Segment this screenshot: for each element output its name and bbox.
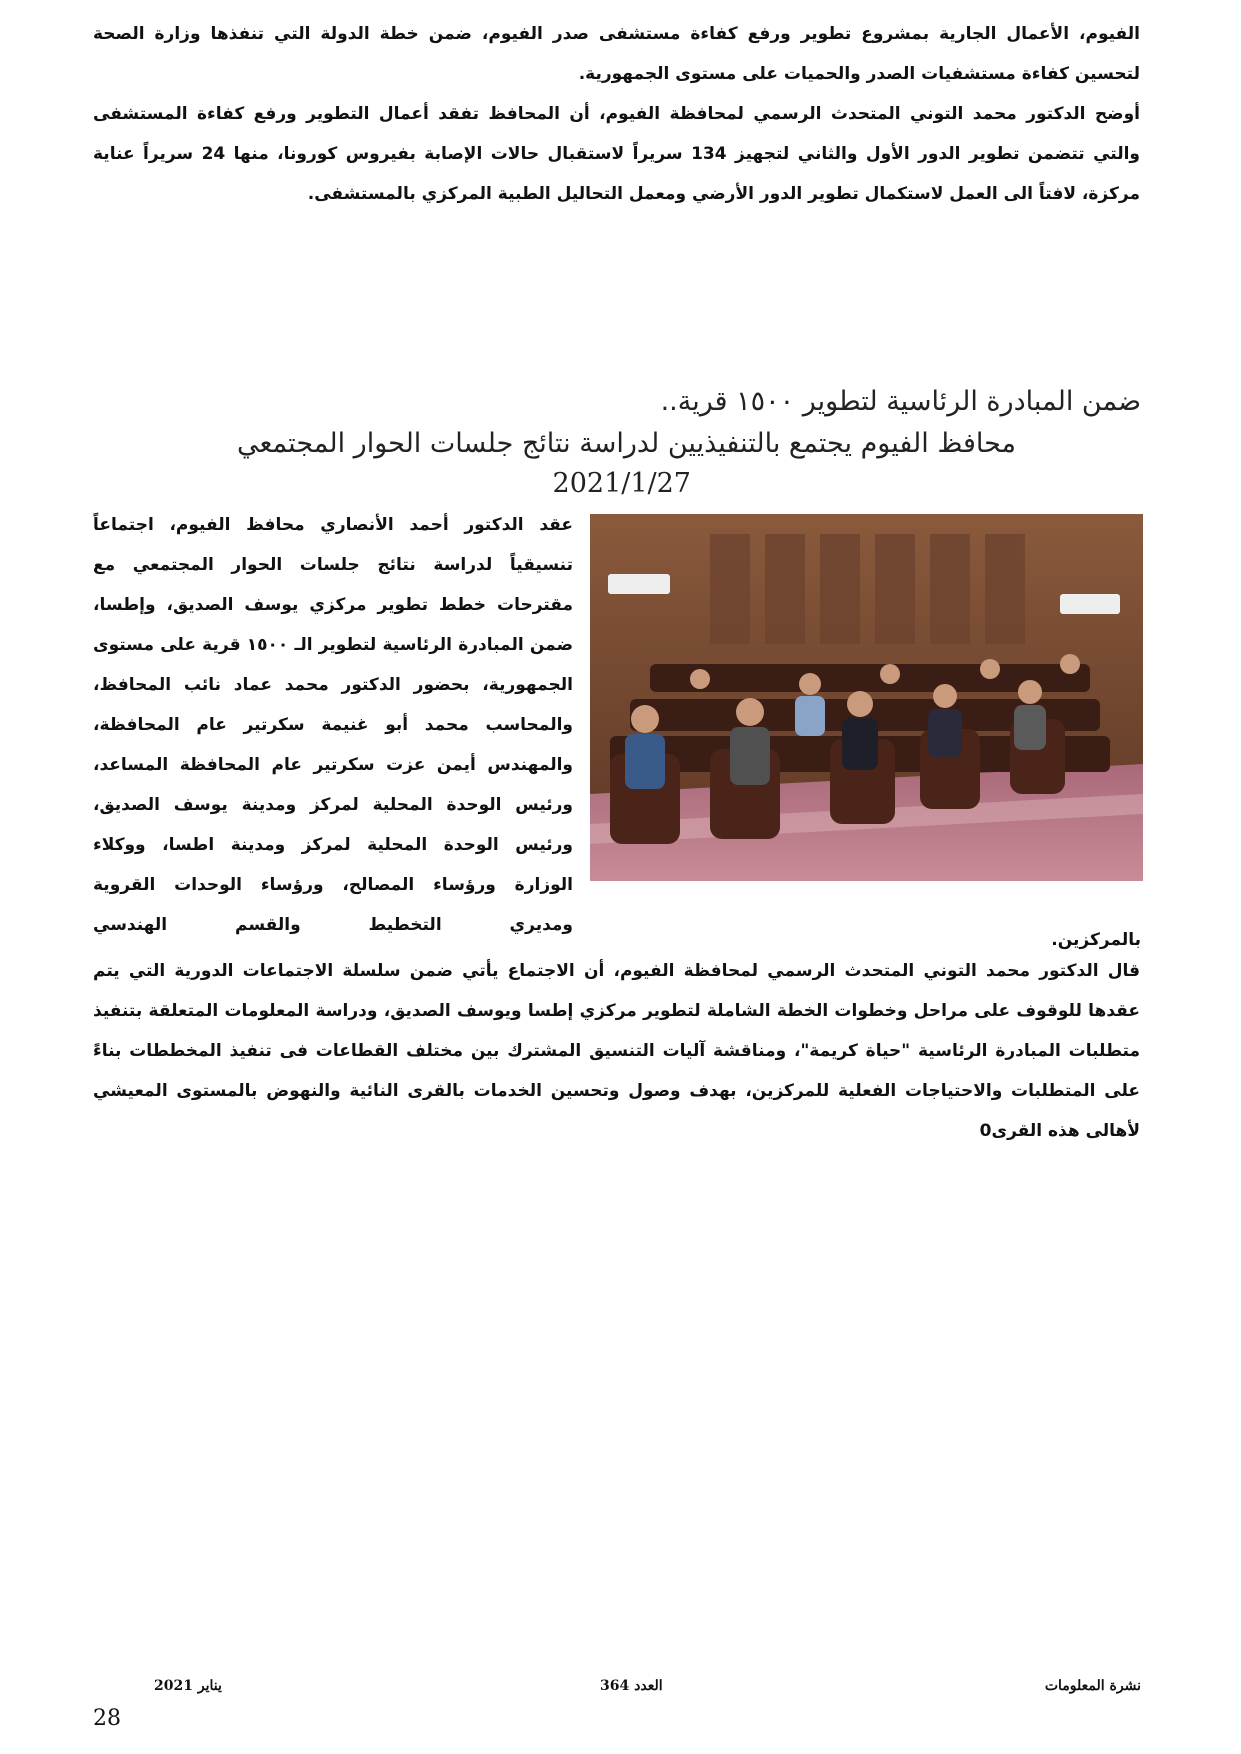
article-date: 2021/1/27 [552,468,691,499]
photo-side-text: عقد الدكتور أحمد الأنصاري محافظ الفيوم، اجتماعاً تنسيقياً لدراسة نتائج جلسات الحوار المجتمعي مع مقترحات خطط تطوير مركزي يوسف الصديق، وإطسا، ضمن المبادرة الرئاسية لتطوير الـ ١٥٠٠ قرية على مستوى الجمهورية، بحضور الدكتور محمد عماد نائب المحافظ، والمحاسب محمد أبو غنيمة سكرتير عام المحافظة، والمهندس أيمن عزت سكرتير عام المحافظة المساعد، ورئيس الوحدة المحلية لمركز ومدينة يوسف الصديق، ورئيس الوحدة المحلية لمركز ومدينة اطسا، ووكلاء الوزارة ورؤساء المصالح، ورؤساء الوحدات القروية ومديري التخطيط والقسم الهندسي [93,515,573,935]
page-number: 28 [93,1706,121,1731]
top-paragraph-2: أوضح الدكتور محمد التوني المتحدث الرسمي لمحافظة الفيوم، أن المحافظ تفقد أعمال التطوير ورفع كفاءة المستشفى والتي تتضمن تطوير الدور الأول والثاني لتجهيز 134 سريراً لاستقبال حالات الإصابة بفيروس كورونا، منها 24 سريراً عناية مركزة، لافتاً الى العمل لاستكمال تطوير الدور الأرضي ومعمل التحاليل الطبية المركزي بالمستشفى. [93,104,1140,204]
bottom-paragraph: قال الدكتور محمد التوني المتحدث الرسمي لمحافظة الفيوم، أن الاجتماع يأتي ضمن سلسلة الاجتماعات الدورية التي يتم عقدها للوقوف على مراحل وخطوات الخطة الشاملة لتطوير مركزي إطسا ويوسف الصديق، ودراسة المعلومات المتعلقة بتنفيذ متطلبات المبادرة الرئاسية "حياة كريمة"، ومناقشة آليات التنسيق المشترك بين مختلف القطاعات فى تنفيذ المخططات بناءً على المتطلبات والاحتياجات الفعلية للمركزين، بهدف وصول وتحسين الخدمات بالقرى النائية والنهوض بالمستوى المعيشي لأهالى هذه القرى0 [93,961,1140,1141]
article-kicker: ضمن المبادرة الرئاسية لتطوير ١٥٠٠ قرية.. [660,386,1141,417]
footer-issue: العدد 364 [600,1678,663,1694]
footer-publication: نشرة المعلومات [1044,1678,1141,1694]
meeting-photo [590,514,1143,881]
top-paragraph-1: الفيوم، الأعمال الجارية بمشروع تطوير ورفع كفاءة مستشفى صدر الفيوم، ضمن خطة الدولة التي تنفذها وزارة الصحة لتحسين كفاءة مستشفيات الصدر والحميات على مستوى الجمهورية. [93,24,1140,84]
footer-date: يناير 2021 [154,1678,222,1694]
article-headline: محافظ الفيوم يجتمع بالتنفيذيين لدراسة نتائج جلسات الحوار المجتمعي [237,428,1016,459]
photo-side-text-end: بالمركزين. [1051,930,1141,950]
